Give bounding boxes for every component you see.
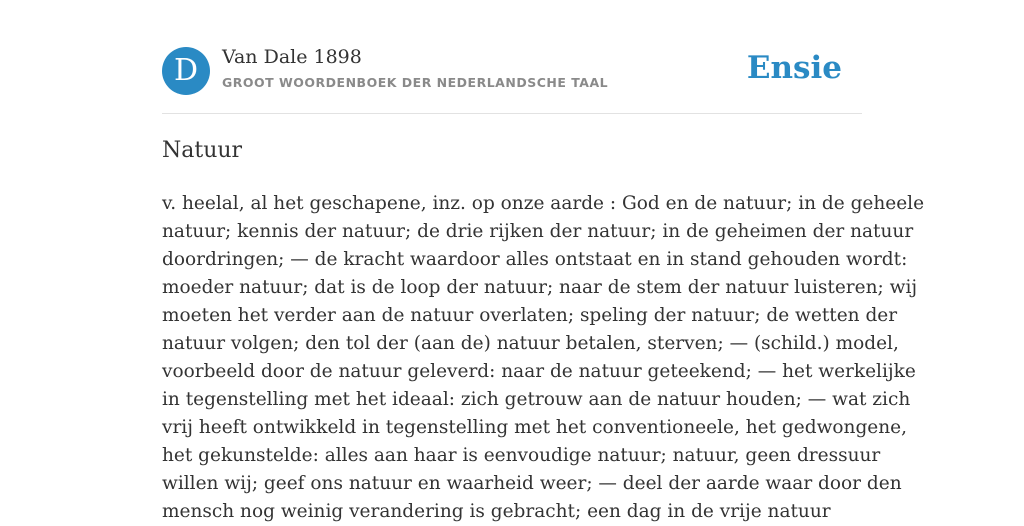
- source-title[interactable]: Van Dale 1898: [222, 46, 362, 68]
- definition-line: natuur; kennis der natuur; de drie rijken der natuur; in de geheimen der natuur: [162, 221, 914, 242]
- definition-line: v. heelal, al het geschapene, inz. op onze aarde : God en de natuur; in de geheele: [162, 193, 925, 214]
- source-subtitle: GROOT WOORDENBOEK DER NEDERLANDSCHE TAAL: [222, 75, 609, 90]
- definition-line: natuur volgen; den tol der (aan de) natuur betalen, sterven; — (schild.) model,: [162, 333, 899, 354]
- definition-line: mensch nog weinig verandering is gebracht; een dag in de vrije natuur: [162, 501, 831, 522]
- definition-line: doordringen; — de kracht waardoor alles ontstaat en in stand gehouden wordt:: [162, 249, 908, 270]
- definition-line: in tegenstelling met het ideaal: zich getrouw aan de natuur houden; — wat zich: [162, 389, 911, 410]
- entry-definition: [162, 190, 925, 526]
- definition-line: het gekunstelde: alles aan haar is eenvoudige natuur; natuur, geen dressuur: [162, 445, 881, 466]
- source-header: [162, 46, 862, 96]
- entry-title: Natuur: [162, 138, 243, 163]
- definition-line: moeten het verder aan de natuur overlaten; speling der natuur; de wetten der: [162, 305, 898, 326]
- dictionary-card: [162, 0, 925, 522]
- definition-line: vrij heeft ontwikkeld in tegenstelling met het conventioneele, het gedwongene,: [162, 417, 907, 438]
- definition-line: willen wij; geef ons natuur en waarheid weer; — deel der aarde waar door den: [162, 473, 902, 494]
- source-avatar[interactable]: D: [162, 47, 210, 95]
- definition-line: voorbeeld door de natuur geleverd: naar de natuur geteekend; — het werkelijke: [162, 361, 916, 382]
- brand-logo[interactable]: Ensie: [746, 50, 842, 86]
- header-divider: [162, 113, 862, 114]
- definition-line: moeder natuur; dat is de loop der natuur; naar de stem der natuur luisteren; wij: [162, 277, 918, 298]
